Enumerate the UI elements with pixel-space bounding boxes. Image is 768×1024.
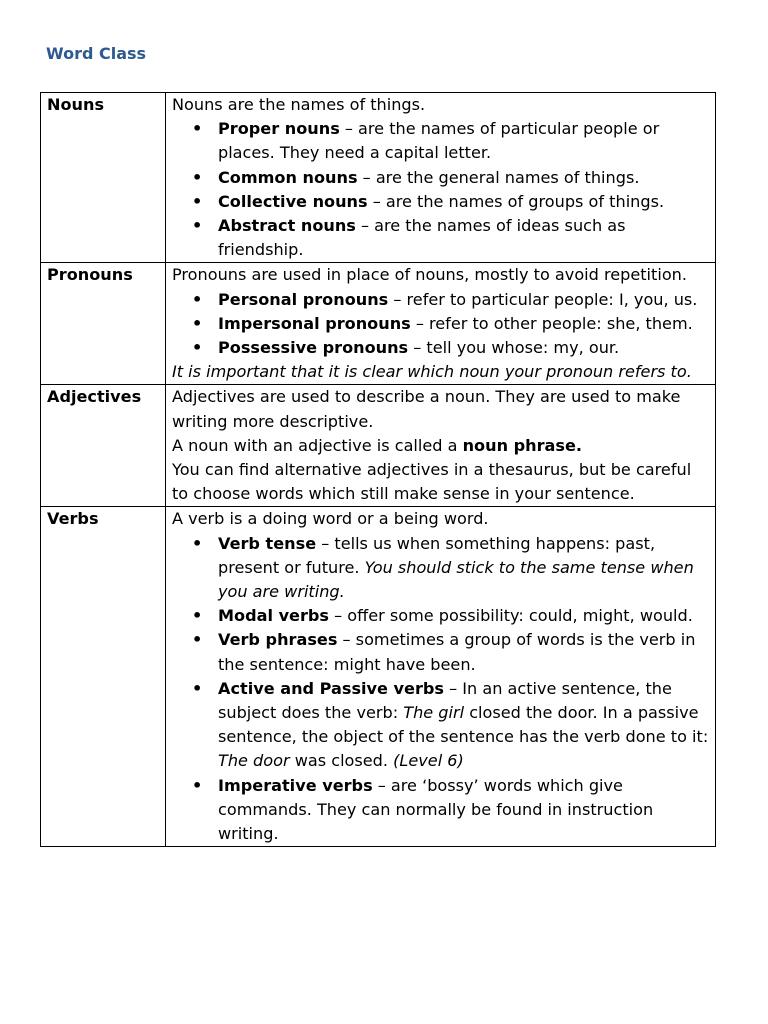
desc-adjectives — [166, 385, 716, 507]
adjectives-line3: You can find alternative adjectives in a thesaurus, but be careful to choose words which still make sense in your sentence. — [172, 460, 692, 504]
pronouns-intro: Pronouns are used in place of nouns, mostly to avoid repetition. — [172, 265, 687, 285]
table-row-nouns — [41, 93, 716, 263]
table-row-pronouns — [41, 263, 716, 385]
item-text: – are ‘bossy’ words which give commands. They can normally be found in instruction writing. — [218, 775, 654, 844]
item-term: Verb tense — [218, 533, 317, 553]
item-text: – refer to particular people: I, you, us. — [388, 289, 698, 309]
item-term: Common nouns — [218, 167, 358, 187]
item-text: – sometimes a group of words is the verb in the sentence: might have been. — [218, 630, 696, 674]
verbs-list — [172, 532, 709, 847]
item-text: – are the names of groups of things. — [367, 191, 665, 211]
item-text: closed the door. In a passive sentence, the object of the sentence has the verb done to it: — [218, 703, 709, 747]
list-item — [218, 774, 709, 847]
item-text: – tells us when something happens: past, present or future. — [218, 533, 656, 577]
desc-pronouns — [166, 263, 716, 385]
item-term: Abstract nouns — [218, 216, 356, 236]
list-item — [218, 288, 709, 312]
item-term: Possessive pronouns — [218, 338, 409, 358]
list-item — [218, 604, 709, 628]
item-text: – In an active sentence, the subject does the verb: — [218, 678, 672, 723]
item-text: – tell you whose: my, our. — [408, 338, 620, 358]
item-italic: You should stick to the same tense when you are writing. — [218, 557, 694, 602]
item-text: – are the general names of things. — [357, 167, 640, 187]
item-term: Imperative verbs — [218, 775, 373, 795]
nouns-list — [172, 117, 709, 262]
term-adjectives: Adjectives — [41, 385, 166, 507]
list-item — [218, 312, 709, 336]
term-pronouns: Pronouns — [41, 263, 166, 385]
item-term: Active and Passive verbs — [218, 678, 445, 698]
item-term: Personal pronouns — [218, 289, 389, 309]
item-text: – refer to other people: she, them. — [410, 313, 693, 333]
list-item — [218, 677, 709, 774]
adjectives-line2 — [172, 434, 709, 458]
item-italic: The door — [218, 751, 290, 771]
term-verbs: Verbs — [41, 507, 166, 847]
list-item — [218, 166, 709, 190]
word-class-table — [40, 92, 716, 847]
noun-phrase-term: noun phrase. — [462, 435, 583, 455]
list-item — [218, 190, 709, 214]
table-row-verbs — [41, 507, 716, 847]
pronouns-note: It is important that it is clear which noun your pronoun refers to. — [172, 362, 692, 382]
item-italic: (Level 6) — [393, 751, 464, 771]
list-item — [218, 532, 709, 605]
pronouns-list — [172, 288, 709, 361]
adjectives-line2-text: A noun with an adjective is called a — [172, 435, 463, 455]
list-item — [218, 336, 709, 360]
item-term: Collective nouns — [218, 191, 368, 211]
desc-verbs — [166, 507, 716, 847]
list-item — [218, 628, 709, 676]
item-term: Verb phrases — [218, 630, 338, 650]
item-italic: The girl — [403, 703, 465, 723]
list-item — [218, 117, 709, 165]
table-row-adjectives — [41, 385, 716, 507]
item-term: Impersonal pronouns — [218, 313, 411, 333]
page-title: Word Class — [46, 44, 147, 63]
item-term: Proper nouns — [218, 119, 340, 139]
item-text: – are the names of ideas such as friendship. — [218, 216, 626, 260]
nouns-intro: Nouns are the names of things. — [172, 95, 426, 114]
desc-nouns — [166, 93, 716, 263]
item-text: – offer some possibility: could, might, would. — [329, 606, 693, 626]
adjectives-line1: Adjectives are used to describe a noun. They are used to make writing more descriptive. — [172, 387, 681, 431]
verbs-intro: A verb is a doing word or a being word. — [172, 509, 489, 529]
item-text: – are the names of particular people or places. They need a capital letter. — [218, 119, 660, 163]
list-item — [218, 214, 709, 262]
term-nouns: Nouns — [41, 93, 166, 263]
item-term: Modal verbs — [218, 606, 330, 626]
item-text: was closed. — [289, 751, 394, 771]
